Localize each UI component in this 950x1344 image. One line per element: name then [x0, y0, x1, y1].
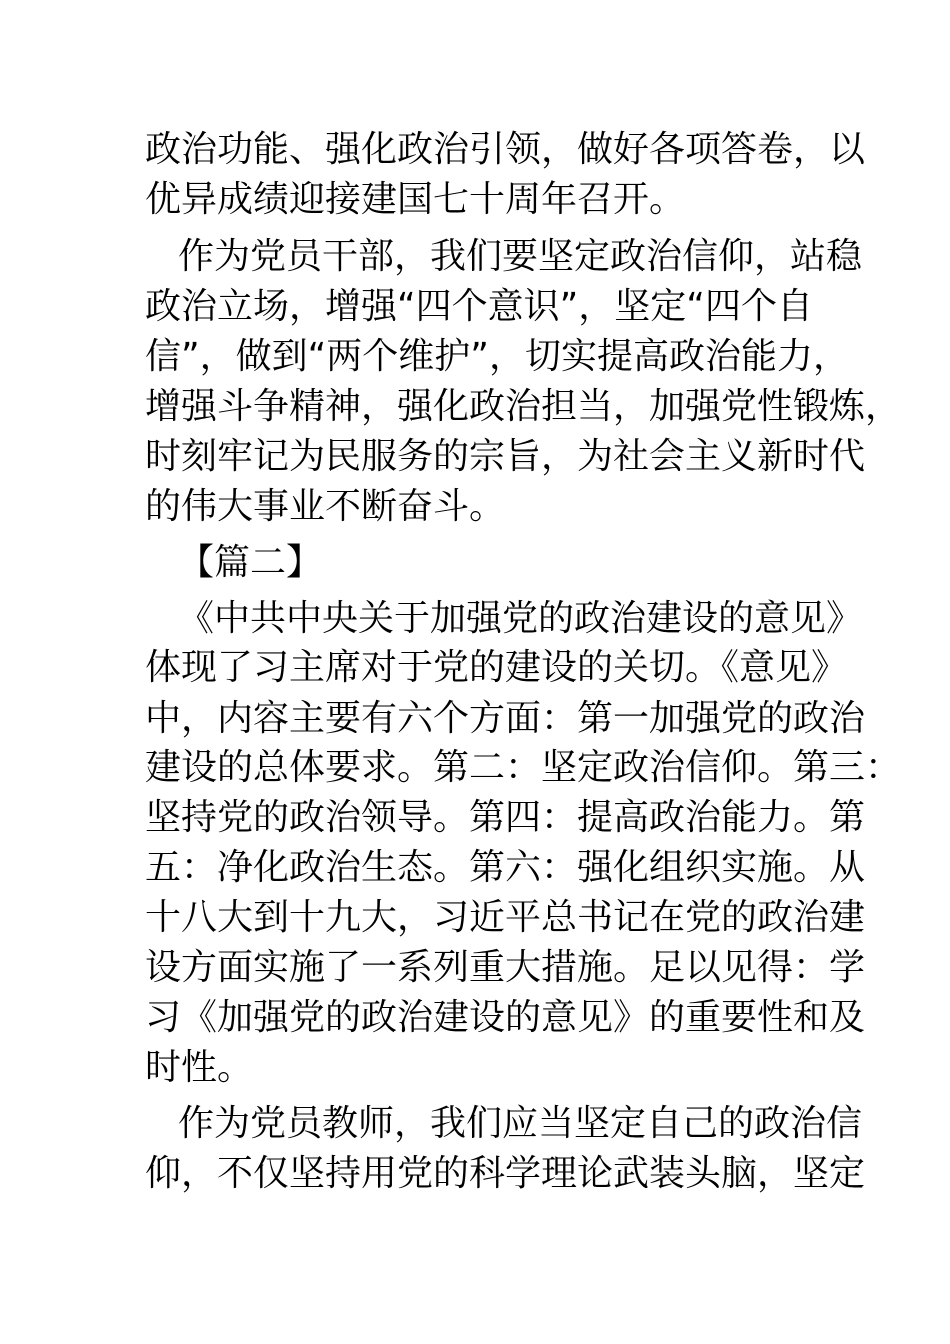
paragraph-line: 《中共中央关于加强党的政治建设的意见》: [178, 598, 863, 639]
paragraph-line: 增强斗争精神，强化政治担当，加强党性锻炼，: [145, 386, 902, 427]
paragraph-line: 十八大到十九大，习近平总书记在党的政治建: [145, 897, 866, 938]
paragraph-line: 优异成绩迎接建国七十周年召开。: [145, 179, 686, 220]
paragraph-line: 五：净化政治生态。第六：强化组织实施。从: [145, 847, 866, 888]
section-heading: 【篇二】: [178, 542, 323, 583]
paragraph-line: 信”，做到“两个维护”，切实提高政治能力，: [145, 336, 849, 377]
paragraph-line: 作为党员干部，我们要坚定政治信仰，站稳: [178, 236, 863, 277]
paragraph-line: 设方面实施了一系列重大措施。足以见得：学: [145, 947, 866, 988]
paragraph-line: 的伟大事业不断奋斗。: [145, 486, 506, 527]
paragraph-line: 体现了习主席对于党的建设的关切。《意见》: [145, 647, 848, 688]
paragraph-line: 建设的总体要求。第二：坚定政治信仰。第三：: [145, 747, 902, 788]
paragraph-line: 中，内容主要有六个方面：第一加强党的政治: [145, 698, 866, 739]
paragraph-line: 坚持党的政治领导。第四：提高政治能力。第: [145, 797, 866, 838]
paragraph-line: 政治功能、强化政治引领，做好各项答卷，以: [145, 129, 866, 170]
paragraph-line: 时刻牢记为民服务的宗旨，为社会主义新时代: [145, 436, 866, 477]
paragraph-line: 时性。: [145, 1047, 254, 1088]
paragraph-line: 政治立场，增强“四个意识”，坚定“四个自: [145, 286, 813, 327]
paragraph-line: 作为党员教师，我们应当坚定自己的政治信: [178, 1103, 863, 1144]
paragraph-line: 仰，不仅坚持用党的科学理论武装头脑，坚定: [145, 1153, 866, 1194]
paragraph-line: 习《加强党的政治建设的意见》的重要性和及: [145, 997, 866, 1038]
